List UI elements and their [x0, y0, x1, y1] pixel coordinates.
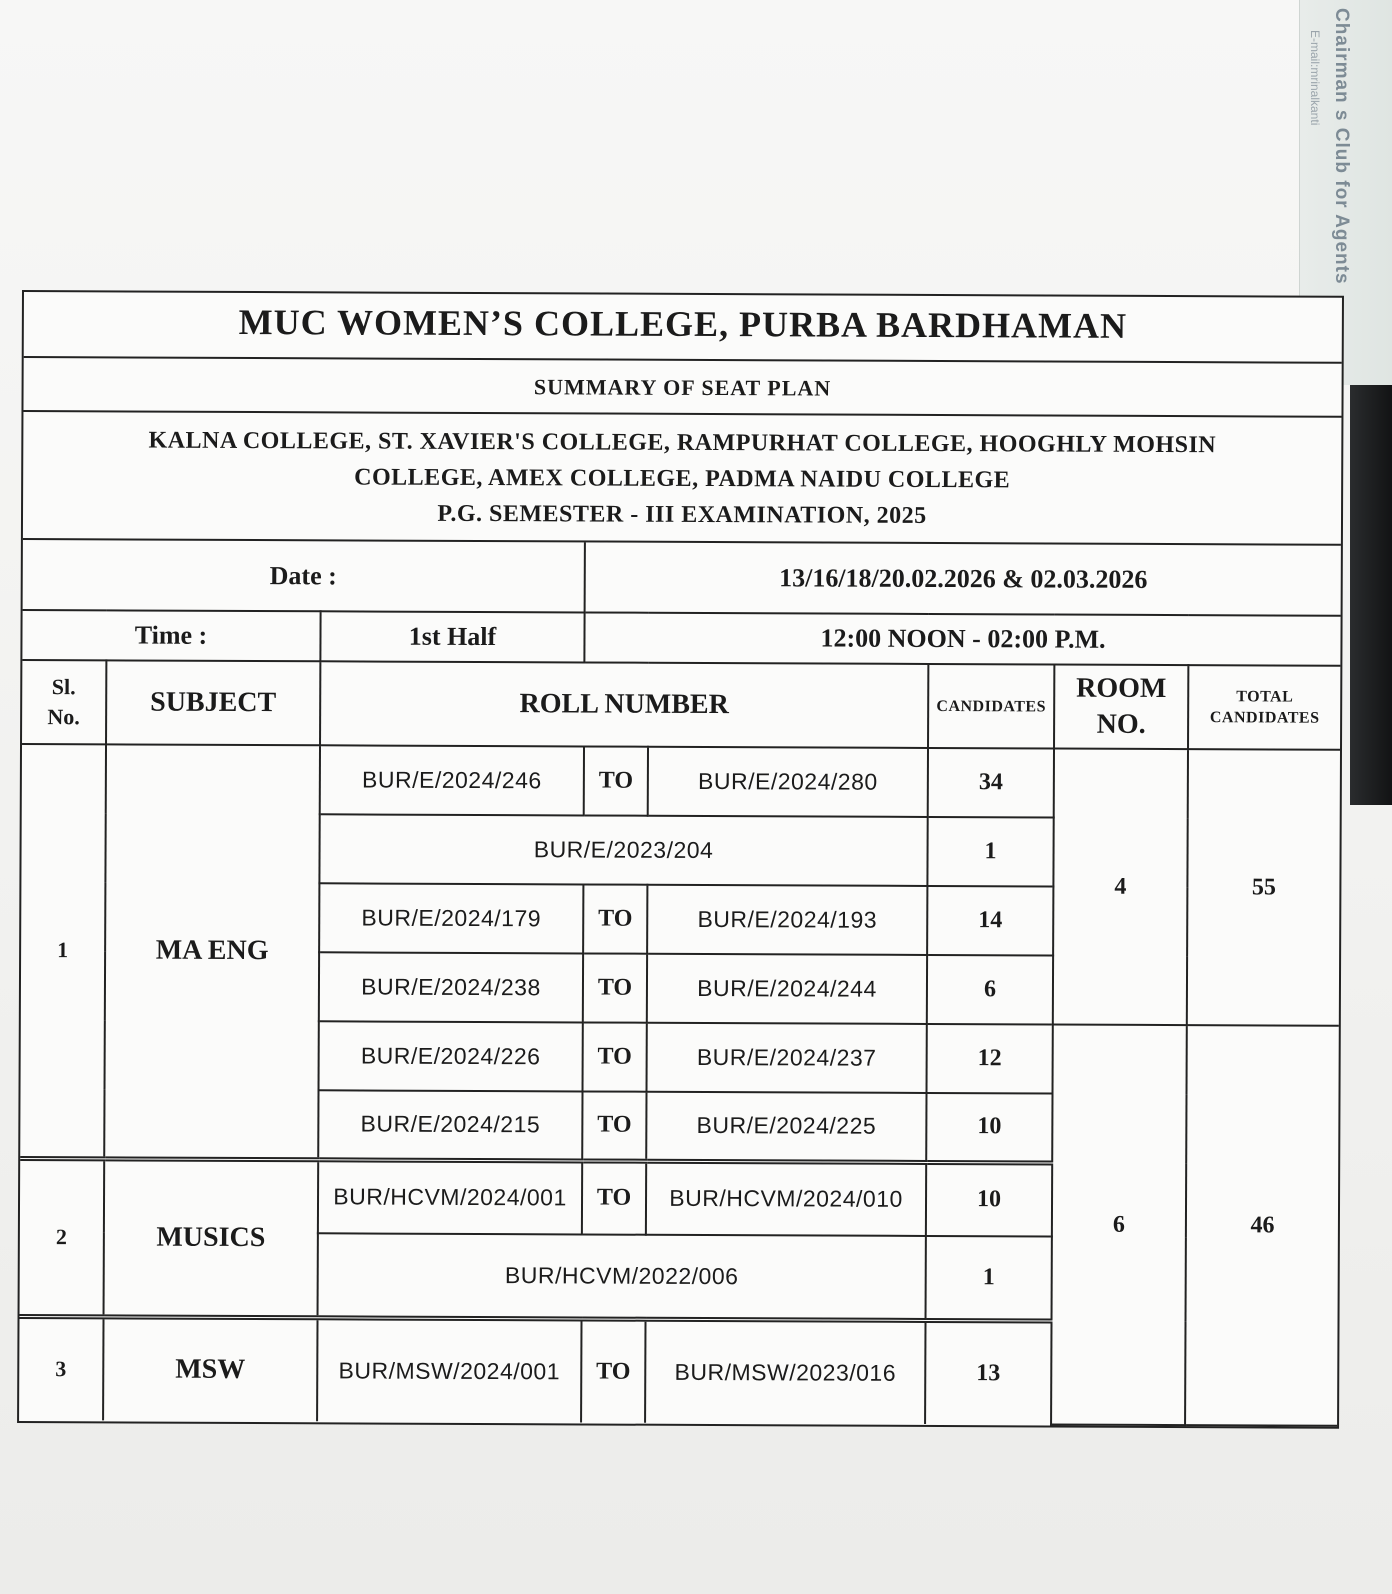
- candidates-cell: 1: [926, 1236, 1052, 1321]
- table-row: [22, 744, 1340, 819]
- roll-from: BUR/E/2024/238: [319, 952, 583, 1022]
- total-cell: 46: [1185, 1025, 1339, 1426]
- time-row: [22, 610, 1340, 666]
- time-value: 12:00 NOON - 02:00 P.M.: [584, 612, 1340, 665]
- room-cell: 4: [1053, 749, 1188, 1026]
- seat-plan-sheet: [17, 290, 1344, 1429]
- time-label: Time :: [22, 610, 320, 661]
- room-header-line-1: ROOM: [1076, 672, 1167, 704]
- sl-cell: 2: [20, 1158, 105, 1316]
- to-label: TO: [582, 1091, 646, 1160]
- subject-cell: MSW: [103, 1316, 317, 1421]
- candidates-cell: 12: [927, 1024, 1053, 1094]
- to-label: TO: [583, 953, 647, 1022]
- dark-surface: [1350, 385, 1392, 805]
- roll-from: BUR/E/2024/179: [319, 883, 583, 953]
- exam-name: P.G. SEMESTER - III EXAMINATION, 2025: [437, 500, 927, 529]
- college-title: MUC WOMEN’S COLLEGE, PURBA BARDHAMAN: [24, 292, 1342, 364]
- roll-from: BUR/MSW/2024/001: [317, 1317, 581, 1422]
- sl-header-line-2: No.: [47, 704, 80, 730]
- total-cell: 55: [1187, 749, 1340, 1026]
- to-label: TO: [582, 1160, 646, 1234]
- roll-to: BUR/E/2024/225: [646, 1092, 926, 1162]
- subject-cell: MA ENG: [104, 744, 320, 1159]
- to-label: TO: [583, 884, 647, 953]
- room-header: [1054, 665, 1188, 750]
- to-label: TO: [583, 1022, 647, 1091]
- subject-cell: MUSICS: [104, 1158, 319, 1317]
- roll-single: BUR/HCVM/2022/006: [318, 1233, 926, 1320]
- date-row: [23, 540, 1341, 616]
- roll-to: BUR/E/2024/193: [647, 885, 927, 955]
- colleges-line-1: KALNA COLLEGE, ST. XAVIER'S COLLEGE, RAMPURHAT COLLEGE, HOOGHLY MOHSIN: [148, 427, 1217, 459]
- seat-plan-table: [19, 540, 1341, 1427]
- colleges-line-2: COLLEGE, AMEX COLLEGE, PADMA NAIDU COLLEGE: [354, 464, 1011, 494]
- sl-cell: 1: [20, 744, 106, 1158]
- roll-to: BUR/E/2024/244: [647, 954, 927, 1024]
- total-header-line-1: TOTAL: [1236, 688, 1294, 706]
- candidates-cell: 13: [925, 1320, 1051, 1425]
- total-header-line-2: CANDIDATES: [1209, 709, 1320, 727]
- colleges-block: [23, 412, 1342, 546]
- candidates-cell: 6: [927, 955, 1053, 1025]
- roll-from: BUR/E/2024/226: [319, 1021, 583, 1091]
- roll-from: BUR/E/2024/246: [320, 745, 584, 815]
- subject-header: SUBJECT: [106, 660, 320, 745]
- roll-from: BUR/E/2024/215: [318, 1090, 582, 1160]
- roll-to: BUR/HCVM/2024/010: [646, 1161, 926, 1236]
- date-label: Date :: [23, 540, 585, 612]
- adjacent-paper-email: E-mail:mrinalkanti: [1308, 30, 1322, 126]
- column-header-row: [22, 660, 1340, 750]
- roll-to: BUR/MSW/2023/016: [645, 1319, 925, 1424]
- candidates-cell: 14: [927, 886, 1053, 956]
- half-label: 1st Half: [320, 611, 584, 662]
- to-label: TO: [584, 746, 648, 815]
- room-cell: 6: [1051, 1025, 1187, 1426]
- total-header: [1188, 665, 1340, 750]
- adjacent-paper-text: Chairman s Club for Agents: [1331, 8, 1352, 285]
- roll-from: BUR/HCVM/2024/001: [318, 1159, 582, 1234]
- candidates-cell: 1: [927, 817, 1053, 887]
- candidates-cell: 10: [926, 1093, 1052, 1163]
- sl-cell: 3: [19, 1316, 103, 1420]
- date-value: 13/16/18/20.02.2026 & 02.03.2026: [585, 542, 1341, 615]
- roll-to: BUR/E/2024/280: [648, 747, 928, 817]
- sl-header: [22, 660, 106, 744]
- to-label: TO: [581, 1318, 645, 1422]
- candidates-cell: 10: [926, 1162, 1052, 1237]
- sl-header-line-1: Sl.: [51, 674, 76, 700]
- roll-number-header: ROLL NUMBER: [320, 661, 928, 748]
- roll-single: BUR/E/2023/204: [319, 814, 927, 886]
- candidates-cell: 34: [928, 748, 1054, 818]
- room-header-line-2: NO.: [1096, 708, 1146, 740]
- summary-title: SUMMARY OF SEAT PLAN: [23, 358, 1341, 418]
- candidates-header: CANDIDATES: [928, 664, 1054, 749]
- roll-to: BUR/E/2024/237: [647, 1023, 927, 1093]
